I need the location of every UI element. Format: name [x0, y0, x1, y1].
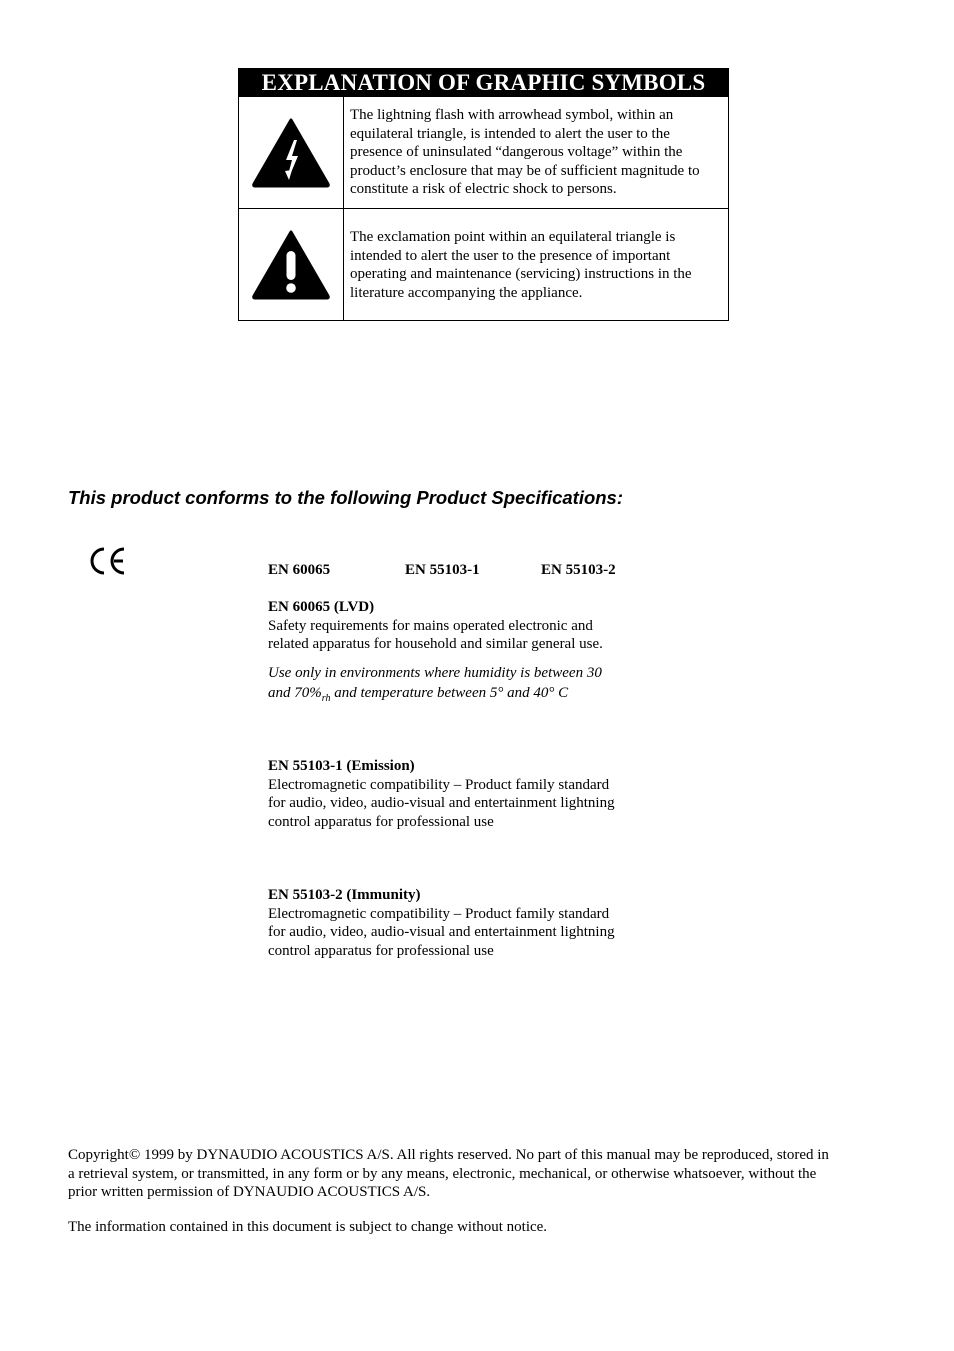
standard-code: EN 55103-2	[541, 562, 616, 578]
change-notice: The information contained in this document is subject to change without notice.	[68, 1219, 548, 1235]
symbols-title: EXPLANATION OF GRAPHIC SYMBOLS	[238, 68, 729, 97]
symbol-description: The exclamation point within an equilateral triangle is intended to alert the user to the presence of important operating and maintenance (servicing) instructions in the literature accompanying the appliance.	[350, 229, 692, 301]
conformity-heading: This product conforms to the following Product Specifications:	[68, 487, 624, 508]
standard-code: EN 55103-1	[405, 562, 480, 578]
spec-environment-note: Use only in environments where humidity is between 30 and $70\%_{rh}$ and temperature between 5° and 40° C	[268, 664, 602, 704]
copyright-text: Copyright© 1999 by DYNAUDIO ACOUSTICS A/S. All rights reserved. No part of this manual may be reproduced, stored in a retrieval system, or transmitted, in any form or by any means, electronic, mechanical, or otherwise whatsoever, without the prior written permission of DYNAUDIO ACOUSTICS A/S.	[68, 1147, 829, 1200]
symbol-description: The lightning flash with arrowhead symbol, within an equilateral triangle, is intended to alert the user to the presence of uninsulated “dangerous voltage” within the product’s enclosure that may be of sufficient magnitude to constitute a risk of electric shock to persons.	[350, 107, 700, 197]
exclamation-warning-icon	[252, 230, 330, 300]
spec-title: EN 55103-1 (Emission)	[268, 758, 415, 774]
spec-emission	[268, 757, 628, 831]
spec-lvd	[268, 598, 628, 709]
symbol-row	[238, 209, 729, 321]
ce-mark-icon	[88, 546, 128, 576]
spec-body: Electromagnetic compatibility – Product family standard for audio, video, audio-visual and entertainment lightning control apparatus for professional use	[268, 905, 615, 959]
spec-body: Safety requirements for mains operated electronic and related apparatus for household and similar general use.	[268, 617, 603, 652]
spec-immunity	[268, 886, 628, 960]
symbol-row	[238, 97, 729, 209]
spec-title: EN 60065 (LVD)	[268, 599, 375, 615]
spec-body: Electromagnetic compatibility – Product family standard for audio, video, audio-visual and entertainment lightning control apparatus for professional use	[268, 776, 615, 830]
spec-title: EN 55103-2 (Immunity)	[268, 887, 421, 903]
lightning-warning-icon	[252, 118, 330, 188]
standard-code: EN 60065	[268, 562, 331, 578]
graphic-symbols-table	[238, 68, 729, 321]
